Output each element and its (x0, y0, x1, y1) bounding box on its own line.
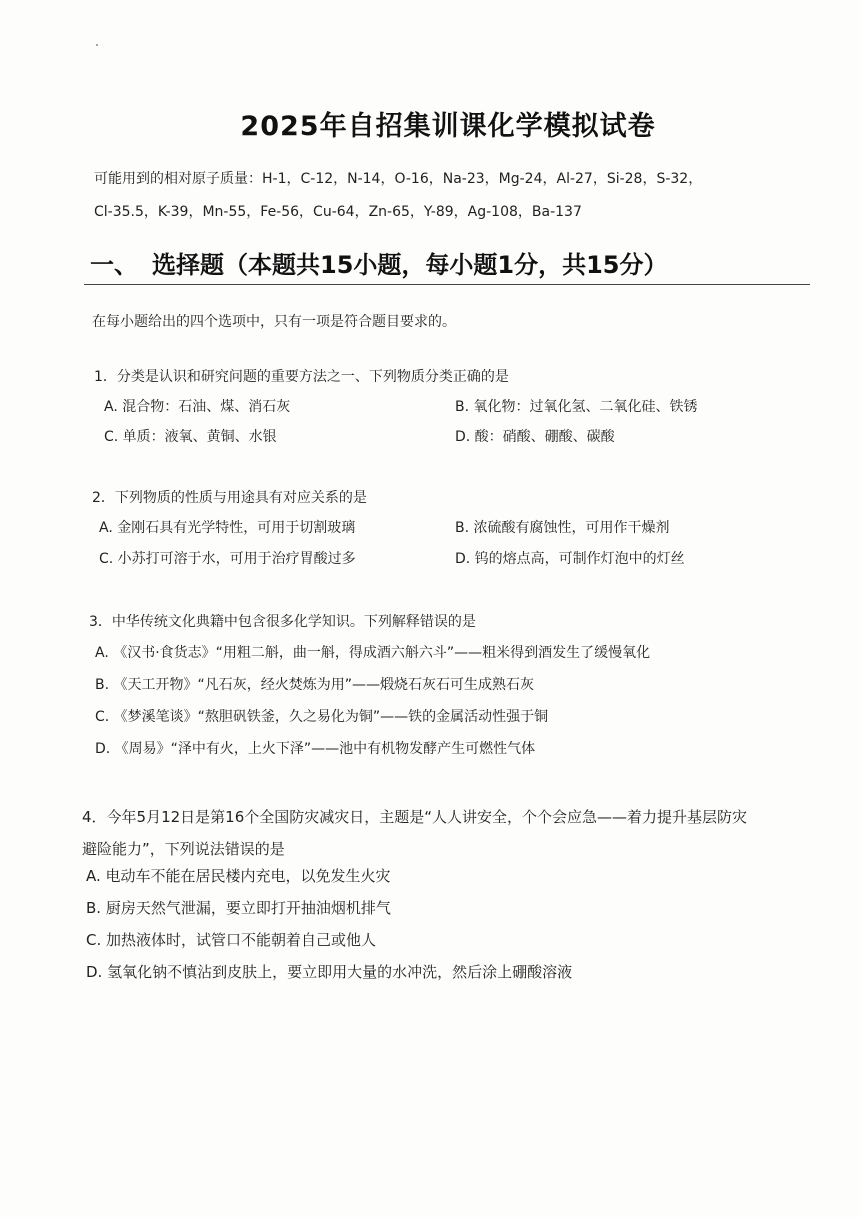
section-divider (84, 284, 810, 285)
question-2-option-c: C. 小苏打可溶于水，可用于治疗胃酸过多 (99, 551, 356, 567)
question-1-stem: 1．分类是认识和研究问题的重要方法之一、下列物质分类正确的是 (94, 369, 509, 385)
question-4-stem-line-1: 4．今年5月12日是第16个全国防灾减灾日，主题是“人人讲安全，个个会应急——着力提升基层防灾 (82, 808, 748, 826)
question-3-option-b: B. 《天工开物》“凡石灰，经火焚炼为用”——煅烧石灰石可生成熟石灰 (95, 677, 535, 693)
question-3-option-d: D. 《周易》“泽中有火，上火下泽”——池中有机物发酵产生可燃性气体 (95, 741, 536, 757)
question-1-option-c: C. 单质：液氧、黄铜、水银 (104, 429, 277, 445)
section-instruction: 在每小题给出的四个选项中，只有一项是符合题目要求的。 (92, 314, 456, 330)
question-3-stem: 3．中华传统文化典籍中包含很多化学知识。下列解释错误的是 (89, 614, 476, 630)
question-1-option-b: B. 氧化物：过氧化氢、二氧化硅、铁锈 (455, 399, 698, 415)
question-1-option-d: D. 酸：硝酸、硼酸、碳酸 (455, 429, 615, 445)
question-4-option-c: C. 加热液体时，试管口不能朝着自己或他人 (86, 931, 377, 949)
question-4-option-a: A. 电动车不能在居民楼内充电，以免发生火灾 (86, 867, 391, 885)
section-heading (90, 245, 668, 280)
section-title: 选择题（本题共15小题，每小题1分，共15分） (152, 251, 668, 279)
question-4-stem (82, 801, 812, 865)
question-4-stem-line-2: 避险能力”，下列说法错误的是 (82, 840, 285, 858)
atomic-masses-line-1: 可能用到的相对原子质量：H-1，C-12，N-14，O-16，Na-23，Mg-24，Al-27，Si-28，S-32， (94, 171, 703, 187)
page-title: 2025年自招集训课化学模拟试卷 (240, 111, 656, 142)
question-2-option-d: D. 钨的熔点高，可制作灯泡中的灯丝 (455, 551, 685, 567)
question-3-option-c: C. 《梦溪笔谈》“熬胆矾铁釜，久之易化为铜”——铁的金属活动性强于铜 (95, 709, 549, 725)
question-2-stem: 2．下列物质的性质与用途具有对应关系的是 (92, 490, 367, 506)
atomic-masses (94, 163, 794, 229)
question-3-option-a: A. 《汉书·食货志》“用粗二斛，曲一斛，得成酒六斛六斗”——粗米得到酒发生了缓慢氧化 (95, 645, 651, 661)
section-number: 一、 (90, 251, 138, 279)
question-2-option-a: A. 金刚石具有光学特性，可用于切割玻璃 (99, 520, 356, 536)
question-2-option-b: B. 浓硫酸有腐蚀性，可用作干燥剂 (455, 520, 670, 536)
question-4-option-d: D. 氢氧化钠不慎沾到皮肤上，要立即用大量的水冲洗，然后涂上硼酸溶液 (86, 963, 573, 981)
scan-speck (96, 44, 98, 46)
atomic-masses-line-2: Cl-35.5，K-39，Mn-55，Fe-56，Cu-64，Zn-65，Y-89，Ag-108，Ba-137 (94, 204, 582, 220)
question-1-option-a: A. 混合物：石油、煤、消石灰 (104, 399, 291, 415)
question-4-option-b: B. 厨房天然气泄漏，要立即打开抽油烟机排气 (86, 899, 391, 917)
